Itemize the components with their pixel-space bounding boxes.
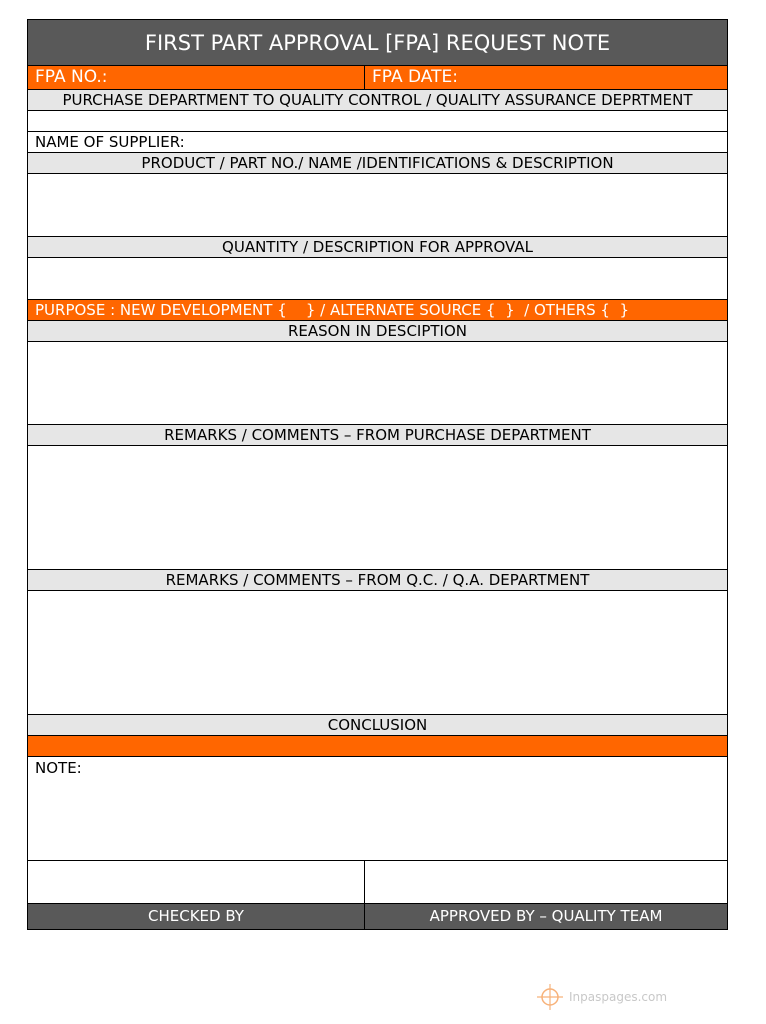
dept-line: PURCHASE DEPARTMENT TO QUALITY CONTROL / QUALITY ASSURANCE DEPRTMENT [28,90,727,111]
purpose-line[interactable]: PURPOSE : NEW DEVELOPMENT { } / ALTERNATE SOURCE { } / OTHERS { } [28,300,727,321]
approved-by-signature-box[interactable] [365,861,727,903]
quantity-area[interactable] [28,258,727,300]
fpa-no-field[interactable]: FPA NO.: [28,66,365,89]
remarks-purchase-area[interactable] [28,446,727,570]
checked-by-label: CHECKED BY [28,904,365,929]
accepted-checkbox[interactable]: ACCEPTED [ ] [191,758,346,776]
fpa-date-field[interactable]: FPA DATE: [372,67,458,87]
supplier-field[interactable]: NAME OF SUPPLIER: [28,132,727,153]
reason-area[interactable] [28,342,727,425]
product-description-area[interactable] [28,174,727,237]
checked-by-signature-box[interactable] [28,861,365,903]
reason-header: REASON IN DESCIPTION [28,321,727,342]
rejected-checkbox[interactable]: REJECTED [ ] [439,758,583,776]
form-title: FIRST PART APPROVAL [FPA] REQUEST NOTE [28,20,727,66]
note-area[interactable] [28,757,727,861]
fpa-info-row [28,66,727,90]
blank-row[interactable] [28,111,727,132]
signature-row [28,861,727,904]
crosshair-logo-icon [537,984,563,1010]
watermark-text: Inpaspages.com [569,990,668,1004]
signature-labels-row [28,904,727,929]
product-header: PRODUCT / PART NO./ NAME /IDENTIFICATIONS & DESCRIPTION [28,153,727,174]
remarks-qc-header: REMARKS / COMMENTS – FROM Q.C. / Q.A. DEPARTMENT [28,570,727,591]
watermark [537,984,667,1010]
quantity-header: QUANTITY / DESCRIPTION FOR APPROVAL [28,237,727,258]
conclusion-header: CONCLUSION [28,715,727,736]
fpa-form [27,19,728,930]
remarks-purchase-header: REMARKS / COMMENTS – FROM PURCHASE DEPARTMENT [28,425,727,446]
remarks-qc-area[interactable] [28,591,727,715]
approved-by-label: APPROVED BY – QUALITY TEAM [429,907,663,925]
note-label: NOTE: [35,759,82,777]
